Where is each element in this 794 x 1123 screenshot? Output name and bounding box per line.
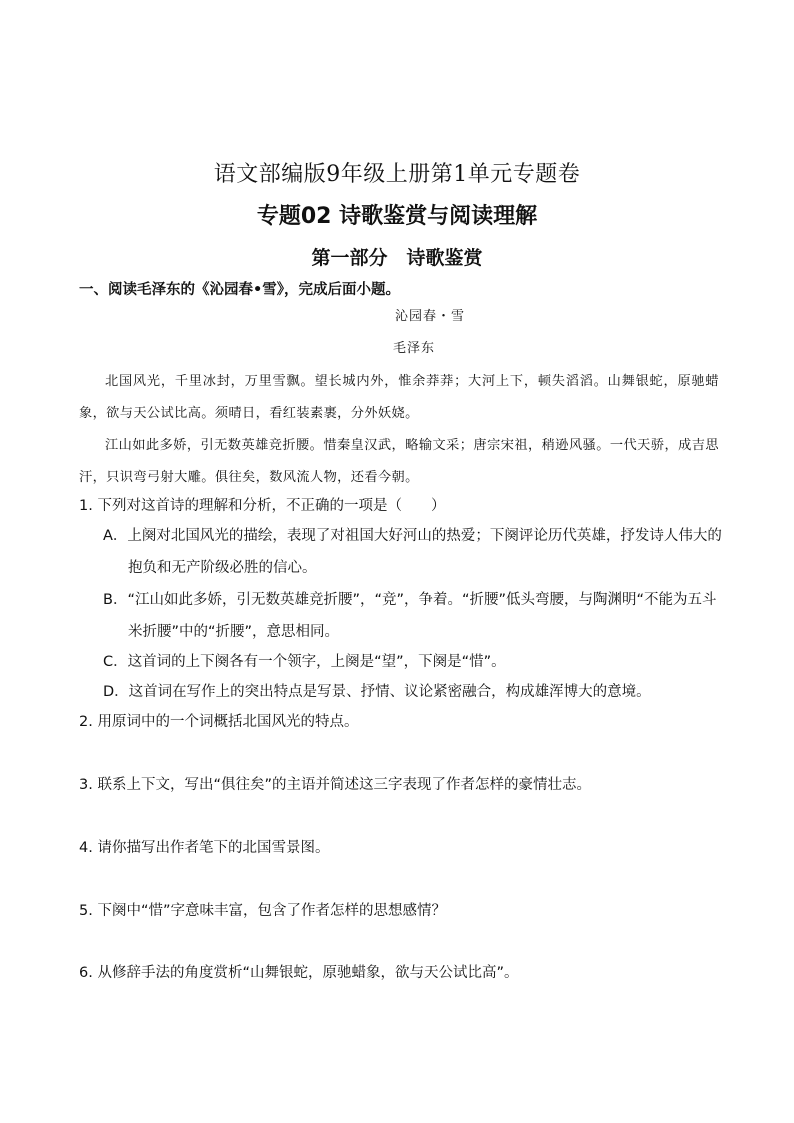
option-d: [103, 676, 723, 708]
document-title: 语文部编版9年级上册第1单元专题卷: [213, 162, 581, 187]
question-1: [79, 490, 724, 522]
option-text: 上阕对北国风光的描绘，表现了对祖国大好河山的热爱；下阕评论历代英雄，抒发诗人伟大的抱负和无产阶级必胜的信心。: [127, 528, 722, 576]
question-number: 5.: [79, 903, 93, 919]
question-text: 从修辞手法的角度赏析“山舞银蛇，原驰蜡象，欲与天公试比高”。: [97, 965, 519, 981]
question-5: [79, 895, 724, 927]
question-6: [79, 957, 724, 989]
question-4: [79, 832, 724, 864]
question-number: 3.: [79, 777, 93, 793]
question-number: 4.: [79, 840, 93, 856]
section-heading: 一、阅读毛泽东的《沁园春•雪》，完成后面小题。: [79, 282, 401, 298]
poem-author: 毛泽东: [392, 341, 435, 356]
question-number: 6.: [79, 965, 93, 981]
question-text: 请你描写出作者笔下的北国雪景图。: [97, 840, 330, 856]
poem-paragraph-2: 江山如此多娇，引无数英雄竞折腰。惜秦皇汉武，略输文采；唐宗宋祖，稍逊风骚。一代天骄，成吉思汗，只识弯弓射大雕。俱往矣，数风流人物，还看今朝。: [79, 438, 719, 485]
option-label: D．: [103, 684, 129, 700]
option-label: B．: [103, 592, 128, 608]
option-label: C．: [103, 654, 128, 670]
question-text: 下阕中“惜”字意味丰富，包含了作者怎样的思想感情？: [97, 903, 446, 919]
poem-paragraph-1: 北国风光，千里冰封，万里雪飘。望长城内外，惟余莽莽；大河上下，顿失滔滔。山舞银蛇，原驰蜡象，欲与天公试比高。须晴日，看红装素裹，分外妖娆。: [79, 374, 719, 421]
option-a: [103, 520, 723, 584]
poem-title: 沁园春・雪: [394, 309, 465, 324]
part-heading: 第一部分 诗歌鉴赏: [311, 247, 483, 269]
question-text: 下列对这首诗的理解和分析，不正确的一项是（ ）: [97, 498, 446, 514]
option-label: A．: [103, 528, 128, 544]
question-number: 2.: [79, 714, 93, 730]
option-text: 这首词在写作上的突出特点是写景、抒情、议论紧密融合，构成雄浑博大的意境。: [128, 684, 651, 700]
option-text: 这首词的上下阕各有一个领字，上阕是“望”，下阕是“惜”。: [127, 654, 506, 670]
option-c: [103, 646, 723, 678]
option-text: “江山如此多娇，引无数英雄竞折腰”，“竞”，争着。“折腰”低头弯腰，与陶渊明“不能为五斗米折腰”中的“折腰”，意思相同。: [127, 592, 717, 640]
question-text: 联系上下文，写出“俱往矣”的主语并简述这三字表现了作者怎样的豪情壮志。: [97, 777, 591, 793]
question-3: [79, 769, 724, 801]
option-b: [103, 584, 723, 648]
question-text: 用原词中的一个词概括北国风光的特点。: [97, 714, 359, 730]
question-number: 1.: [79, 498, 93, 514]
document-subtitle: 专题02 诗歌鉴赏与阅读理解: [256, 204, 538, 229]
question-2: [79, 706, 724, 738]
